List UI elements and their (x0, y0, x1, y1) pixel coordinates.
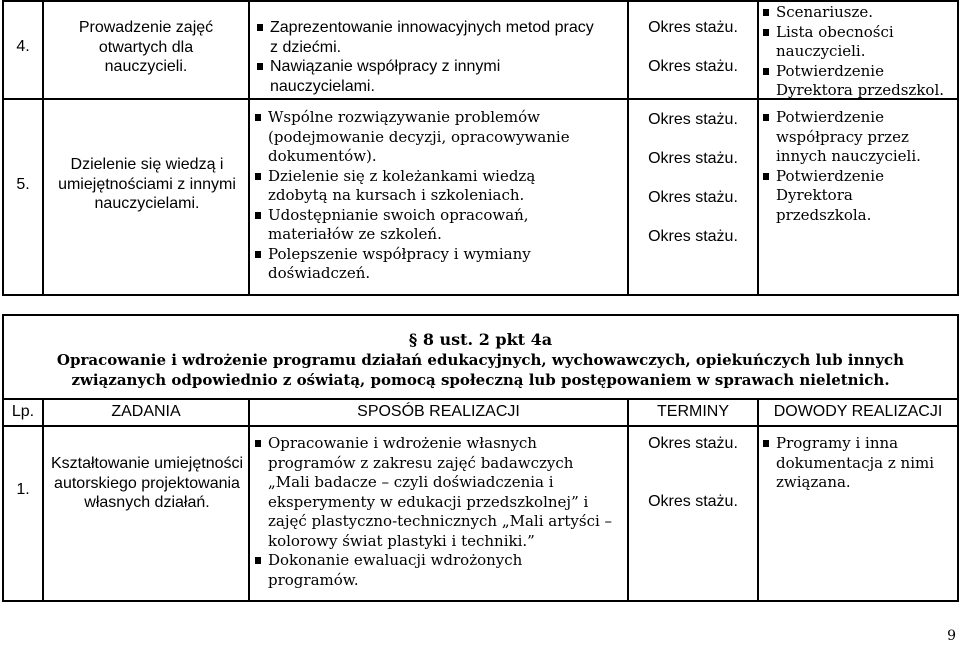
termin-text: Okres stażu. (648, 58, 738, 75)
table1-top-border (2, 0, 959, 2)
list-item: Nawiązanie współpracy z innymi nauczycielami. (256, 57, 596, 96)
section-description-line1: Opracowanie i wdrożenie programu działań edukacyjnych, wychowawczych, opiekuńczych lub innych (56, 351, 905, 369)
termin-text: Okres stażu. (648, 228, 738, 245)
list-item: Programy i inna dokumentacja z nimi związana. (762, 434, 952, 493)
list-item: Polepszenie współpracy i wymiany doświadczeń. (254, 245, 584, 284)
table1-row4-zadanie: Prowadzenie zajęć otwartych dla nauczycieli. (78, 19, 214, 75)
termin-text: Okres stażu. (648, 19, 738, 36)
table1-row4-sposob (256, 18, 596, 96)
table1-bottom-border (2, 294, 959, 296)
section-heading: § 8 ust. 2 pkt 4a (408, 330, 553, 349)
table1-border-col1 (42, 0, 44, 296)
list-item: Potwierdzenie Dyrektora przedszkola. (762, 167, 952, 226)
section-description-line2: związanych odpowiednio z oświatą, pomocą społeczną lub postępowaniem w sprawach nieletnich. (71, 371, 890, 389)
termin-text: Okres stażu. (648, 493, 738, 510)
termin-text: Okres stażu. (648, 435, 738, 452)
table2-row1-sposob (254, 434, 614, 590)
list-item: Potwierdzenie współpracy przez innych nauczycieli. (762, 108, 952, 167)
termin-text: Okres stażu. (648, 189, 738, 206)
table2-border-right (957, 398, 959, 602)
table2-border-col1 (42, 398, 44, 602)
table1-border-col4 (757, 0, 759, 296)
table1-row4-terminy (629, 18, 757, 77)
list-item: Scenariusze. (762, 3, 954, 23)
table1-border-right (957, 0, 959, 296)
table2-header-terminy: TERMINY (657, 403, 729, 420)
table1-row5-dowody (762, 108, 952, 225)
list-item: Wspólne rozwiązywanie problemów (podejmowanie decyzji, opracowywanie dokumentów). (254, 108, 584, 167)
table1-row4-dowody (762, 3, 954, 101)
table1-row5-terminy (629, 110, 757, 247)
table1-border-col2 (248, 0, 250, 296)
list-item: Lista obecności nauczycieli. (762, 23, 954, 62)
list-item: Opracowanie i wdrożenie własnych programów z zakresu zajęć badawczych „Mali badacze – czyli doświadczenia i eksperymenty w edukacji przedszkolnej” i zajęć plastyczno-technicznych „Mali artyści – kolorowy świat plastyki i techniki.” (254, 434, 614, 551)
termin-text: Okres stażu. (648, 150, 738, 167)
section-box-top (2, 314, 959, 316)
table1-row4-lp: 4. (16, 38, 30, 55)
table2-header-zadania: ZADANIA (111, 403, 181, 420)
table2-border-col2 (248, 398, 250, 602)
table2-row1-dowody (762, 434, 952, 493)
list-item: Dzielenie się z koleżankami wiedzą zdobytą na kursach i szkoleniach. (254, 167, 584, 206)
list-item: Dokonanie ewaluacji wdrożonych programów. (254, 551, 614, 590)
termin-text: Okres stażu. (648, 111, 738, 128)
section-box-bottom (2, 398, 959, 400)
table1-row5-sposob (254, 108, 584, 284)
list-item: Udostępnianie swoich opracowań, materiałów ze szkoleń. (254, 206, 584, 245)
table1-row5-lp: 5. (16, 176, 30, 193)
page-number: 9 (947, 628, 956, 644)
table2-header-divider (2, 425, 959, 427)
table2-row1-zadanie: Kształtowanie umiejętności autorskiego projektowania własnych działań. (50, 455, 244, 511)
table2-header-dowody: DOWODY REALIZACJI (773, 403, 943, 420)
table1-row5-zadanie: Dzielenie się wiedzą i umiejętnościami z innymi nauczycielami. (58, 156, 236, 212)
list-item: Potwierdzenie Dyrektora przedszkol. (762, 62, 954, 101)
table2-header-sposob: SPOSÓB REALIZACJI (357, 403, 520, 420)
table2-header-lp: Lp. (11, 403, 35, 420)
table2-row1-lp: 1. (16, 481, 30, 498)
table2-border-left (2, 398, 4, 602)
section-box-right (957, 314, 959, 400)
list-item: Zaprezentowanie innowacyjnych metod pracy z dziećmi. (256, 18, 596, 57)
table2-row1-terminy (629, 434, 757, 512)
table2-bottom-border (2, 600, 959, 602)
table2-border-col4 (757, 398, 759, 602)
